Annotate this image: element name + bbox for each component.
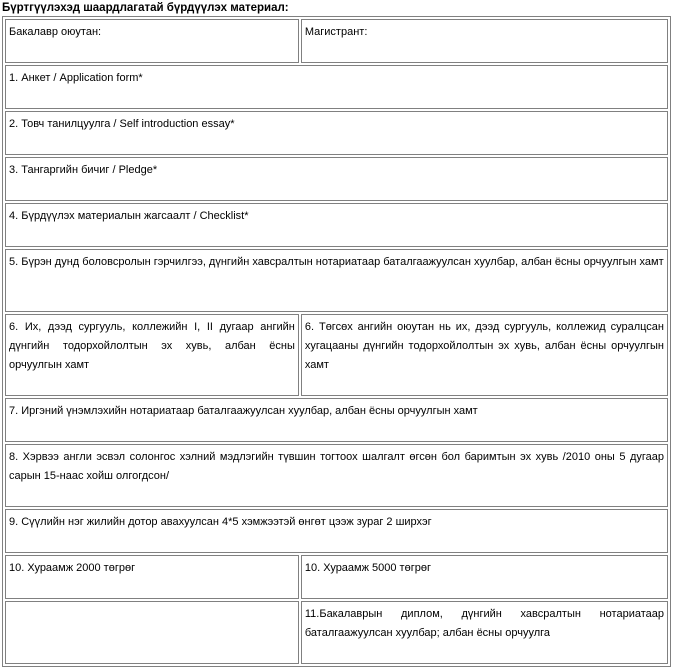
item-language-test: 8. Хэрвээ англи эсвэл солонгос хэлний мэдлэгийн түвшин тогтоох шалгалт өгсөн бол баримтын эх хувь /2010 оны 5 дугаар сарын 15-наас хойш олгогдсон/ [5,444,668,507]
page-title: Бүртгүүлэхэд шаардлагатай бүрдүүлэх материал: [2,2,289,14]
item-application-form: 1. Анкет / Application form* [5,65,668,109]
item-checklist: 4. Бүрдүүлэх материалын жагсаалт / Checklist* [5,203,668,247]
table-row [5,398,668,442]
master-column-header: Магистрант: [301,19,668,63]
item-bachelor-diploma: 11.Бакалаврын диплом, дүнгийн хавсралтын нотариатаар баталгаажуулсан хуулбар; албан ёсны орчуулга [301,601,668,664]
item-photo: 9. Сүүлийн нэг жилийн дотор авахуулсан 4*5 хэмжээтэй өнгөт цээж зураг 2 ширхэг [5,509,668,553]
table-header-row [5,19,668,63]
item-self-introduction: 2. Товч танилцуулга / Self introduction essay* [5,111,668,155]
item-bachelor-fee: 10. Хураамж 2000 төгрөг [5,555,299,599]
item-master-fee: 10. Хураамж 5000 төгрөг [301,555,668,599]
table-row [5,249,668,312]
table-row [5,444,668,507]
item-pledge: 3. Тангаргийн бичиг / Pledge* [5,157,668,201]
table-row [5,314,668,396]
bachelor-column-header: Бакалавр оюутан: [5,19,299,63]
table-row [5,555,668,599]
table-row [5,111,668,155]
item-master-transcript: 6. Төгсөх ангийн оюутан нь их, дээд сургууль, коллежид суралцсан хугацааны дүнгийн тодорхойлолтын эх хувь, албан ёсны орчуулгын хамт [301,314,668,396]
empty-cell [5,601,299,664]
requirements-table [2,16,671,667]
table-row [5,203,668,247]
item-id-card-copy: 7. Иргэний үнэмлэхийн нотариатаар баталгаажуулсан хуулбар, албан ёсны орчуулгын хамт [5,398,668,442]
table-row [5,601,668,664]
item-bachelor-transcript: 6. Их, дээд сургууль, коллежийн I, II дугаар ангийн дүнгийн тодорхойлолтын эх хувь, албан ёсны орчуулгын хамт [5,314,299,396]
item-secondary-certificate: 5. Бүрэн дунд боловсролын гэрчилгээ, дүнгийн хавсралтын нотариатаар баталгаажуулсан хуулбар, албан ёсны орчуулгын хамт [5,249,668,312]
table-row [5,509,668,553]
table-row [5,65,668,109]
table-row [5,157,668,201]
